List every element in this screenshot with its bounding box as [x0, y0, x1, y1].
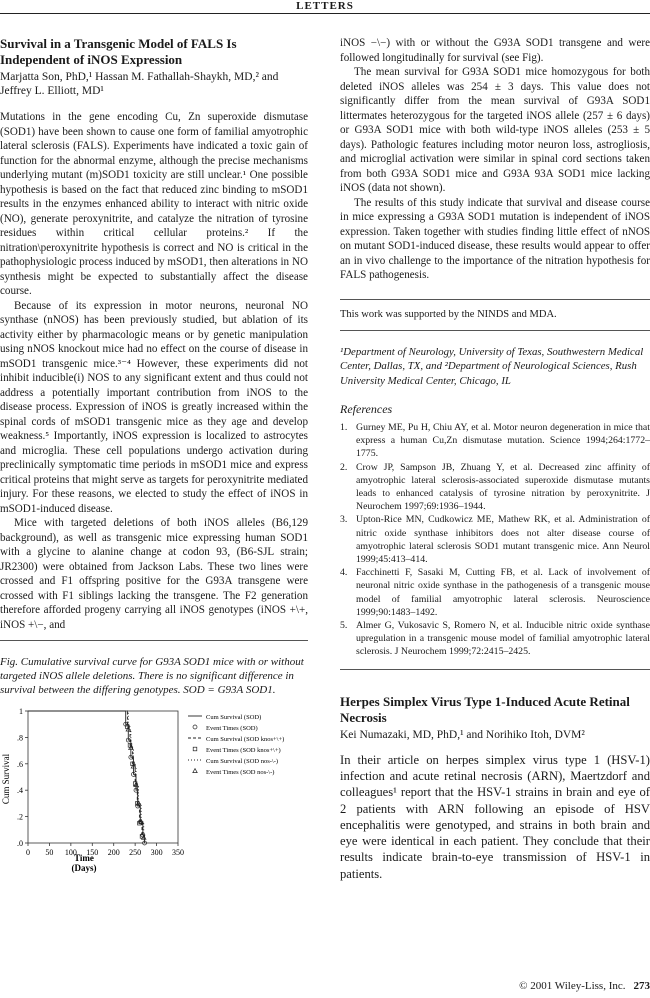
y-tick-label: 1	[19, 707, 23, 716]
x-tick-label: 150	[86, 848, 99, 857]
paragraph: iNOS −\−) with or without the G93A SOD1 transgene and were followed longitudinally for survival (see Fig).	[340, 37, 650, 64]
reference-item: 2. Crow JP, Sampson JB, Zhuang Y, et al. Decreased zinc affinity of amyotrophic lateral sclerosis-associated superoxide dismutase mutants leads to enhanced catalysis of tyrosine nitration by peroxynitrite. J Neurochem 1997;69:1936–1944.	[340, 461, 650, 513]
survival-curve	[28, 711, 142, 836]
second-article-title: Herpes Simplex Virus Type 1-Induced Acute Retinal Necrosis	[340, 693, 630, 725]
section-rule	[340, 669, 650, 670]
second-article-authors: Kei Numazaki, MD, PhD,¹ and Norihiko Itoh, DVM²	[340, 728, 585, 741]
paragraph: Mice with targeted deletions of both iNOS alleles (B6,129 background), as well as transgenic mice expressing human SOD1 with a glycine to alanine change at codon 93, (B6-SJL strain; JR2300) were obtained from Jackson Labs. These two lines were crossed and F1 offspring positive for the G93A transgene were crossed with F1 siblings lacking the transgene. The F2 generation therefore afforded progeny carrying all iNOS genotypes (iNOS +\+, iNOS +\−, and	[0, 517, 308, 631]
page-number: 273	[633, 980, 650, 992]
paragraph: The mean survival for G93A SOD1 mice homozygous for both deleted iNOS alleles was 254 ± 3 days. This value does not significantly differ from the mean survival of G93A SOD1 littermates heterozygous for the targeted iNOS allele (257 ± 6 days) or G93A SOD1 mice with both wild-type iNOS alleles (253 ± 5 days). Pathologic features including motor neuron loss, astrogliosis, and microglial activation were similar in spinal cord sections taken from both G93A SOD1 mice and G93A 93A SOD1 mice lacking iNOS (data not shown).	[340, 66, 650, 194]
y-tick-label: .8	[17, 733, 23, 743]
x-tick-label: 300	[150, 848, 163, 857]
plot-frame	[28, 711, 178, 843]
survival-figure	[0, 705, 308, 875]
legend-marker	[193, 725, 197, 729]
reference-item: 3. Upton-Rice MN, Cudkowicz ME, Mathew RK, et al. Administration of nitric oxide synthase inhibitors does not alter disease course of amyotrophic lateral sclerosis SOD1 mutant transgenic mice. Ann Neurol 1999;45:413–414.	[340, 514, 650, 566]
figure-caption: Fig. Cumulative survival curve for G93A SOD1 mice with or without targeted iNOS allele deletions. There is no significant difference in survival between the differing genotypes. SOD = G93A SOD1.	[0, 656, 304, 696]
reference-list	[340, 421, 650, 659]
x-axis-label: Time (Days)	[71, 853, 97, 873]
legend-label: Cum Survival (SOD knos+\+)	[206, 736, 285, 743]
references-heading: References	[340, 402, 393, 416]
paragraph: The results of this study indicate that survival and disease course in mice expressing a G93A SOD1 mutation is independent of iNOS expression. Taken together with studies finding little effect of nNOS on mutant SOD1-induced disease, these results would appear to offer an in vivo challenge to the importance of the nitration hypothesis for FALS pathogenesis.	[340, 196, 650, 281]
paragraph: In their article on herpes simplex virus type 1 (HSV-1) infection and acute retinal necrosis (ARN), Maertzdorf and colleagues¹ report that the HSV-1 strains in brain and eye of 2 patients with ARN following an episode of HSV encephalitis were genotyped, and strains in both brain and eye were identical in each patient. They conclude that their results indicate brain-to-eye transmission of HSV-1 in patients.	[340, 752, 650, 881]
reference-item: 1. Gurney ME, Pu H, Chiu AY, et al. Motor neuron degeneration in mice that express a human Cu,Zn dismutase mutation. Science 1994;264:1772–1775.	[340, 422, 650, 460]
right-column	[340, 36, 650, 882]
figure-rule	[0, 640, 308, 641]
article-title: Survival in a Transgenic Model of FALS Is Independent of iNOS Expression	[0, 36, 237, 67]
y-tick-label: .4	[17, 786, 23, 796]
y-tick-label: .0	[17, 839, 23, 848]
header-rule	[0, 13, 650, 14]
x-tick-label: 50	[45, 848, 54, 857]
affiliations: ¹Department of Neurology, University of Texas, Southwestern Medical Center, Dallas, TX, and ²Department of Neurological Sciences, Rush University Medical Center, Chicago, IL	[340, 345, 644, 387]
x-tick-label: 0	[26, 848, 30, 857]
legend-marker	[193, 747, 197, 751]
article-authors: Marjatta Son, PhD,¹ Hassan M. Fathallah-Shaykh, MD,² and Jeffrey L. Elliott, MD¹	[0, 71, 279, 97]
paragraph: Mutations in the gene encoding Cu, Zn superoxide dismutase (SOD1) have been shown to cause one form of familial amyotrophic lateral sclerosis (FALS). Experiments have indicated a toxic gain of function for the abnormal enzyme, although the precise mechanisms underlying mutant (m)SOD1 toxicity are still unclear.¹ One possible hypothesis is based on the fact that reduced zinc binding to mSOD1 results in the enzymes enhanced ability to interact with nitric oxide (NO), generate peroxynitrite, and catalyze the nitration of tyrosine residues within critical cellular proteins.² If the nitration\peroxynitrite hypothesis is correct and NO is critical in the pathophysiologic process induced by mSOD1, then alterations in NO synthesis might be expected to substantially affect the disease course.	[0, 111, 308, 297]
header-title: LETTERS	[290, 0, 360, 12]
reference-item: 5. Almer G, Vukosavic S, Romero N, et al. Inducible nitric oxide synthase upregulation in a transgenic mouse model of familial amyotrophic lateral sclerosis. J Neurochem 1999;72:2415–2425.	[340, 620, 650, 658]
x-tick-label: 200	[107, 848, 120, 857]
y-tick-label: .6	[17, 759, 23, 769]
affiliation-rule	[340, 330, 650, 331]
left-column	[0, 36, 308, 875]
survival-chart	[0, 705, 308, 875]
y-axis-label: Cum Survival	[1, 753, 11, 805]
x-tick-label: 350	[172, 848, 184, 857]
legend-label: Event Times (SOD nos-\-)	[206, 769, 275, 776]
page-footer	[519, 980, 650, 992]
legend-label: Event Times (SOD knos+\+)	[206, 747, 281, 754]
support-rule	[340, 299, 650, 300]
funding-note: This work was supported by the NINDS and MDA.	[340, 308, 557, 320]
reference-item: 4. Facchinetti F, Sasaki M, Cutting FB, et al. Lack of involvement of neuronal nitric oxide synthase in the pathogenesis of a transgenic mouse model of familial amyotrophic lateral sclerosis. Neuroscience 1999;90:1483–1492.	[340, 567, 650, 618]
paragraph: Because of its expression in motor neurons, neuronal NO synthase (nNOS) has been previously studied, but ablation of its activity either by pharmacologic means or by genetic manipulation using nNOS knockout mice had no effect on the course of disease in mSOD1 transgenic mice.³⁻⁴ However, these experiments did not inhibit inducible(i) NOS to any significant extent and thus could not address a potentially important contribution from iNOS to the disease process. Expression of iNOS is greatly increased within the spinal cords of mSOD1 transgenic mice as they age and develop weakness.⁵ Importantly, iNOS expression is localized to astrocytes and microglia. These cell populations undergo activation during preclinically symptomatic time periods in mSOD1 mice and express critical proteins that might serve as targets for peroxynitrite mediated injury. For these reasons, we elected to study the effect of iNOS in mSOD1-induced disease.	[0, 299, 308, 515]
legend-marker	[193, 769, 197, 773]
legend-label: Cum Survival (SOD)	[206, 714, 262, 721]
legend-label: Event Times (SOD)	[206, 725, 258, 732]
x-tick-label: 100	[64, 848, 77, 857]
legend-label: Cum Survival (SOD nos-\-)	[206, 758, 279, 765]
running-header	[0, 0, 650, 18]
x-tick-label: 250	[129, 848, 142, 857]
y-tick-label: .2	[17, 812, 23, 822]
copyright: © 2001 Wiley-Liss, Inc.	[519, 980, 626, 992]
